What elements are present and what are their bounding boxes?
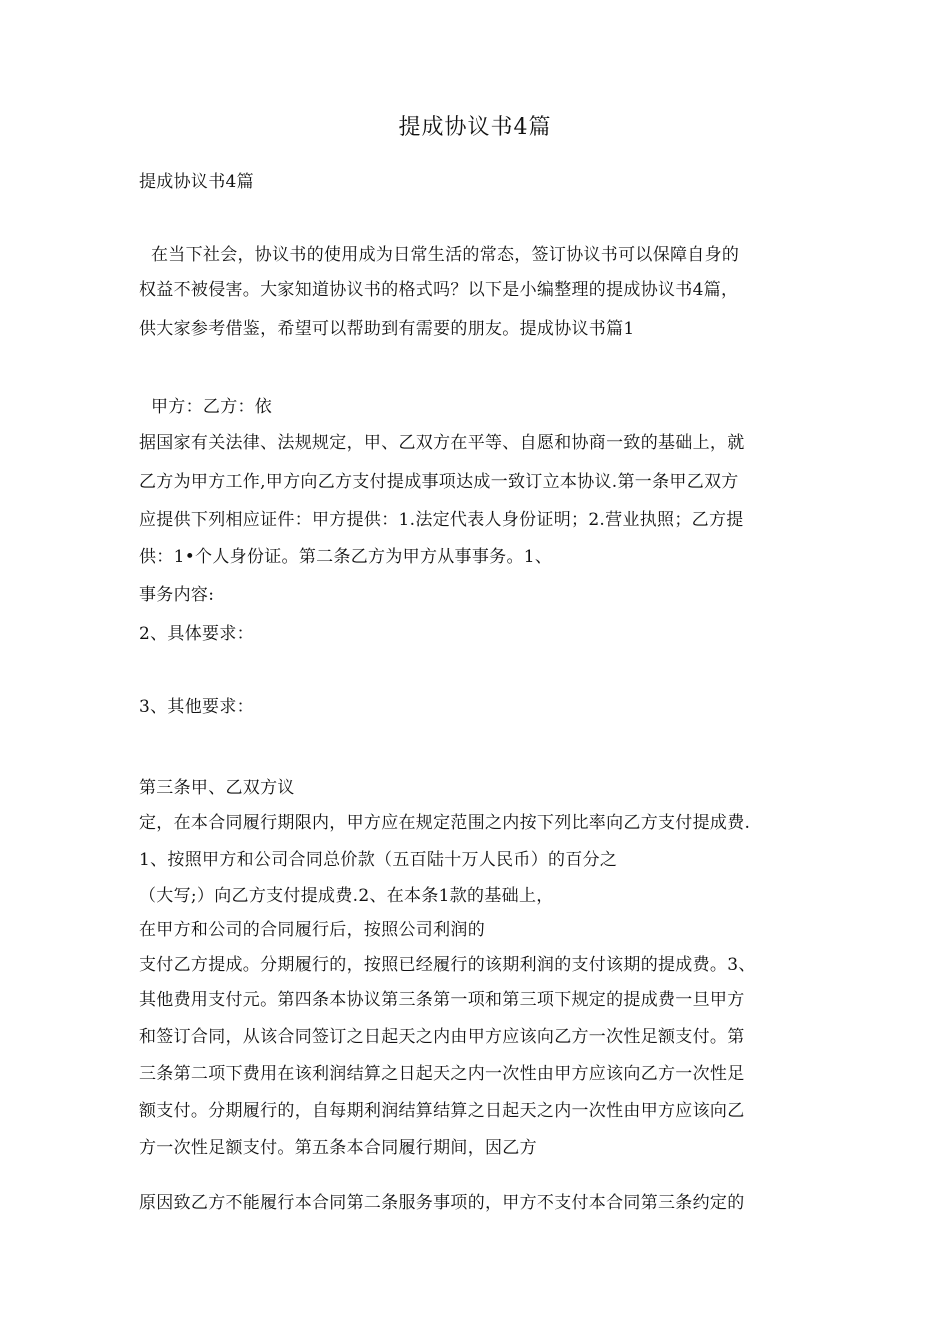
paragraph-line: 2、具体要求： <box>139 624 254 644</box>
paragraph-line: 甲方：乙方：依 <box>151 397 273 417</box>
paragraph-line: 乙方为甲方工作,甲方向乙方支付提成事项达成一致订立本协议.第一条甲乙双方 <box>139 472 739 492</box>
paragraph-line: 3、其他要求： <box>139 697 254 717</box>
paragraph-line: 权益不被侵害。大家知道协议书的格式吗？以下是小编整理的提成协议书4篇， <box>139 280 739 300</box>
paragraph-line: 1、按照甲方和公司合同总价款（五百陆十万人民币）的百分之 <box>139 850 618 870</box>
paragraph-line: 定，在本合同履行期限内，甲方应在规定范围之内按下列比率向乙方支付提成费. <box>139 813 751 833</box>
paragraph-line: 三条第二项下费用在该利润结算之日起天之内一次性由甲方应该向乙方一次性足 <box>139 1064 745 1084</box>
subtitle-line: 提成协议书4篇 <box>139 172 254 192</box>
paragraph-line: 供：1•个人身份证。第二条乙方为甲方从事事务。1、 <box>139 547 553 567</box>
paragraph-line: 第三条甲、乙双方议 <box>139 778 295 798</box>
paragraph-line: 原因致乙方不能履行本合同第二条服务事项的，甲方不支付本合同第三条约定的 <box>139 1193 745 1213</box>
paragraph-line: 供大家参考借鉴，希望可以帮助到有需要的朋友。提成协议书篇1 <box>139 319 635 339</box>
paragraph-line: 在当下社会，协议书的使用成为日常生活的常态，签订协议书可以保障自身的 <box>151 245 740 265</box>
paragraph-line: 其他费用支付元。第四条本协议第三条第一项和第三项下规定的提成费一旦甲方 <box>139 990 745 1010</box>
paragraph-line: 事务内容: <box>139 585 215 605</box>
paragraph-line: 据国家有关法律、法规规定，甲、乙双方在平等、自愿和协商一致的基础上，就 <box>139 433 745 453</box>
paragraph-line: （大写;）向乙方支付提成费.2、在本条1款的基础上， <box>139 886 554 906</box>
paragraph-line: 在甲方和公司的合同履行后，按照公司利润的 <box>139 920 485 940</box>
paragraph-line: 和签订合同，从该合同签订之日起天之内由甲方应该向乙方一次性足额支付。第 <box>139 1027 745 1047</box>
paragraph-line: 应提供下列相应证件：甲方提供：1.法定代表人身份证明；2.营业执照；乙方提 <box>139 510 744 530</box>
paragraph-line: 支付乙方提成。分期履行的，按照已经履行的该期利润的支付该期的提成费。3、 <box>139 955 756 975</box>
paragraph-line: 方一次性足额支付。第五条本合同履行期间，因乙方 <box>139 1138 537 1158</box>
paragraph-line: 额支付。分期履行的，自每期利润结算结算之日起天之内一次性由甲方应该向乙 <box>139 1101 745 1121</box>
document-title: 提成协议书4篇 <box>398 115 552 140</box>
